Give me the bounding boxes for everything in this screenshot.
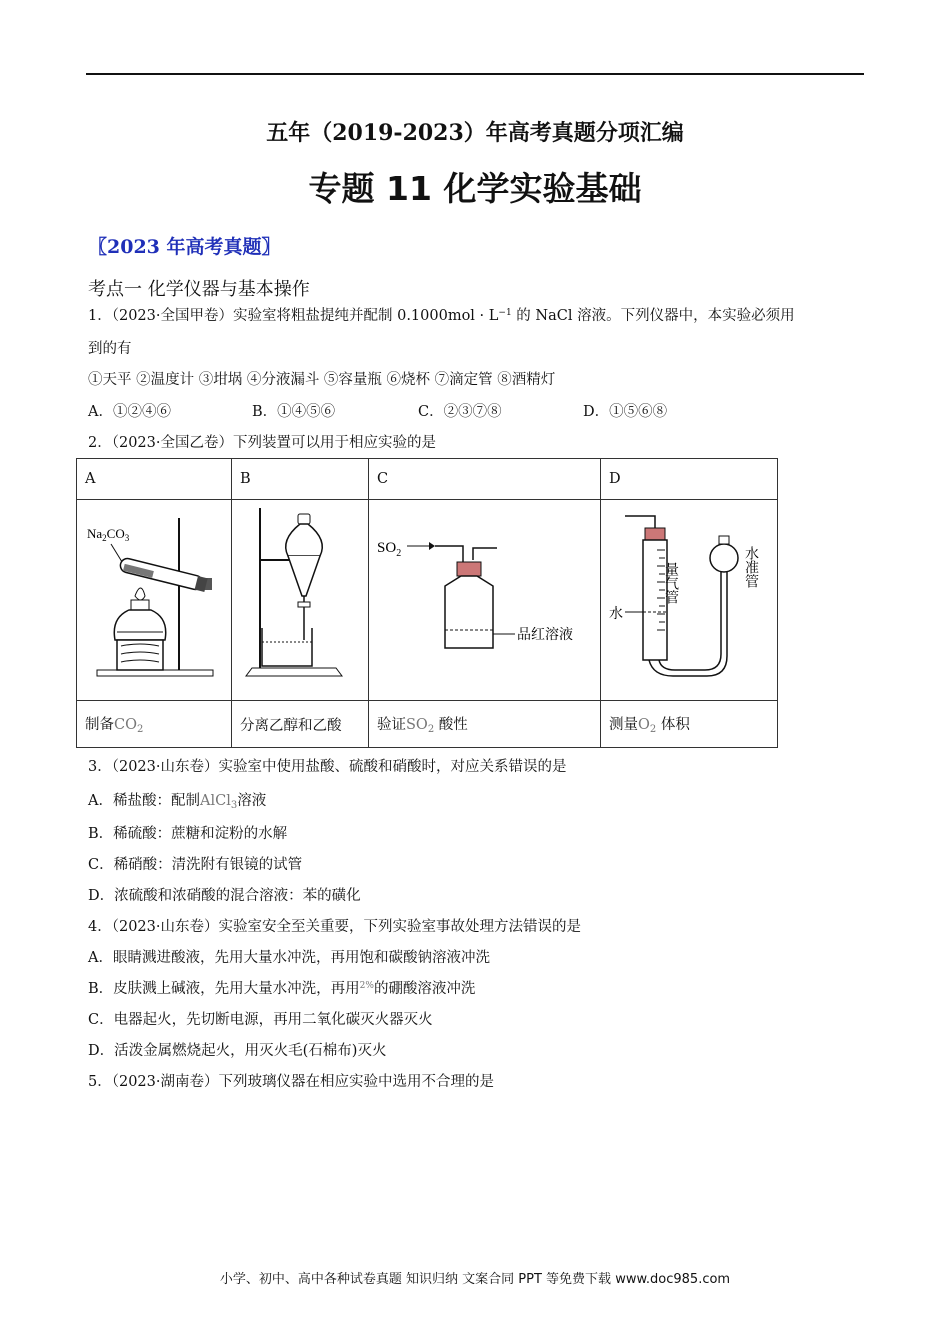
q1-option-d: D．①⑤⑥⑧ (583, 404, 668, 420)
page-title: 专题 11 化学实验基础 (308, 169, 642, 208)
year-section-header: 〖2023 年高考真题〗 (88, 236, 281, 258)
table-caption-row (77, 701, 778, 748)
q1-stem-line2: 到的有 (88, 341, 132, 357)
apparatus-table (76, 458, 778, 748)
top-rule (86, 73, 864, 75)
caption-a: 制备$CO_2$ (77, 701, 232, 748)
header-cell-c: C (369, 459, 601, 500)
q4-option-b: B．皮肤溅上碱液，先用大量水冲洗，再用$^{2\%}$的硼酸溶液冲洗 (88, 981, 476, 997)
q3-stem: 3．（2023·山东卷）实验室中使用盐酸、硫酸和硝酸时，对应关系错误的是 (88, 759, 567, 775)
q4-option-c: C．电器起火，先切断电源，再用二氧化碳灭火器灭火 (88, 1012, 433, 1028)
figure-cell-b (232, 500, 369, 701)
figure-cell-d (601, 500, 778, 701)
na2co3-label: $Na_2CO_3$ (87, 526, 130, 543)
q5-stem: 5．（2023·湖南卷）下列玻璃仪器在相应实验中选用不合理的是 (88, 1074, 494, 1090)
table-header-row (77, 459, 778, 500)
q1-option-a: A．①②④⑥ (88, 404, 171, 420)
caption-c: 验证$SO_2$ 酸性 (369, 701, 601, 748)
header-cell-d: D (601, 459, 778, 500)
caption-b: 分离乙醇和乙酸 (232, 701, 369, 748)
level-tube-label: 水准管 (743, 546, 759, 588)
q3-option-c: C．稀硝酸：清洗附有银镜的试管 (88, 857, 303, 873)
q1-option-c: C．②③⑦⑧ (418, 404, 502, 420)
apparatus-d-figure (601, 500, 777, 700)
footer: 小学、初中、高中各种试卷真题 知识归纳 文案合同 PPT 等免费下载 www.doc985.com (219, 1272, 731, 1287)
solution-label: 品红溶液 (517, 627, 573, 643)
q1-stem (88, 304, 795, 325)
series-title: 五年（2019-2023）年高考真题分项汇编 (266, 120, 684, 146)
q1-stem-part1: 1．（2023·全国甲卷）实验室将粗盐提纯并配制 0.1000mol · L (88, 308, 499, 324)
q4-option-d: D．活泼金属燃烧起火，用灭火毛(石棉布)灭火 (88, 1043, 387, 1059)
q1-stem-sup: −1 (498, 308, 512, 318)
header-cell-a: A (77, 459, 232, 500)
apparatus-a-figure (77, 500, 231, 700)
q3-option-d: D．浓硫酸和浓硝酸的混合溶液：苯的磺化 (88, 888, 361, 904)
q4-option-a: A．眼睛溅进酸液，先用大量水冲洗，再用饱和碳酸钠溶液冲洗 (88, 950, 490, 966)
q3-option-b: B．稀硫酸：蔗糖和淀粉的水解 (88, 826, 288, 842)
apparatus-b-figure (232, 500, 368, 700)
q1-stem-part2: 的 NaCl 溶液。下列仪器中，本实验必须用 (511, 308, 795, 324)
q1-items: ①天平 ②温度计 ③坩埚 ④分液漏斗 ⑤容量瓶 ⑥烧杯 ⑦滴定管 ⑧酒精灯 (88, 372, 556, 388)
q2-stem: 2．（2023·全国乙卷）下列装置可以用于相应实验的是 (88, 435, 436, 451)
topic-title: 考点一 化学仪器与基本操作 (88, 279, 310, 300)
header-cell-b: B (232, 459, 369, 500)
caption-d: 测量$O_2$ 体积 (601, 701, 778, 748)
table-figure-row (77, 500, 778, 701)
q4-stem: 4．（2023·山东卷）实验室安全至关重要，下列实验室事故处理方法错误的是 (88, 919, 581, 935)
figure-cell-c (369, 500, 601, 701)
figure-cell-a (77, 500, 232, 701)
q3-option-a: A．稀盐酸：配制AlCl$_3$溶液 (88, 793, 267, 811)
apparatus-c-figure (369, 500, 600, 700)
water-label: 水 (609, 606, 623, 622)
q1-option-b: B．①④⑤⑥ (252, 404, 336, 420)
gas-tube-label: 量气管 (663, 562, 679, 604)
so2-label: $SO_2$ (377, 540, 402, 559)
